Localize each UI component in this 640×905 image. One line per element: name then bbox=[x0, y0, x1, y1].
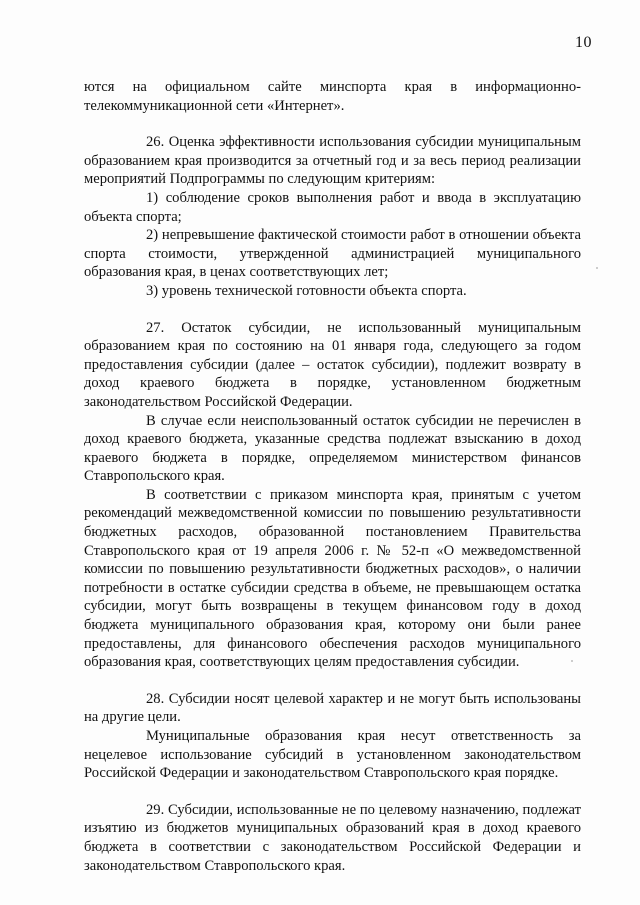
scan-speck bbox=[596, 267, 598, 269]
paragraph-27-part-3: В соответствии с приказом минспорта края, принятым с учетом рекомендаций межведомственной комиссии по повышению результативности бюджетных расходов, образованной постановлением Правительства Ставропольского края от 19 апреля 2006 г. № 52-п «О межведомственной комиссии по повышению результативности бюджетных расходов», о наличии потребности в остатке субсидии средства в объеме, не превышающем остатка субсидии, могут быть возвращены в текущем финансовом году в доход бюджета муниципального образования края, которому они были ранее предоставлены, для финансового обеспечения расходов муниципального образования края, соответствующих целям предоставления субсидии. bbox=[84, 486, 581, 671]
paragraph-28-part-2: Муниципальные образования края несут ответственность за нецелевое использование субсидий в установленном законодательством Российской Федерации и законодательством Ставропольского края порядке. bbox=[84, 728, 581, 782]
paragraph-continuation: ются на официальном сайте минспорта края в информационно-телекоммуникационной сети «Интернет». bbox=[84, 79, 581, 114]
document-body bbox=[84, 78, 581, 875]
scan-speck bbox=[571, 660, 573, 662]
paragraph-28: 28. Субсидии носят целевой характер и не могут быть использованы на другие цели. bbox=[84, 690, 581, 726]
criterion-1: 1) соблюдение сроков выполнения работ и ввода в эксплуатацию объекта спорта; bbox=[84, 189, 581, 225]
paragraph-27-part-2: В случае если неиспользованный остаток субсидии не перечислен в доход краевого бюджета, указанные средства подлежат взысканию в доход краевого бюджета в порядке, определяемом министерством финансов Ставропольского края. bbox=[84, 412, 581, 485]
paragraph-29: 29. Субсидии, использованные не по целевому назначению, подлежат изъятию из бюджетов муниципальных образований края в доход краевого бюджета в соответствии с законодательством Российской Федерации и законодательством Ставропольского края. bbox=[84, 801, 581, 874]
page-number: 10 bbox=[575, 34, 592, 51]
criterion-2: 2) непревышение фактической стоимости работ в отношении объекта спорта стоимости, утвержденной администрацией муниципального образования края, в ценах соответствующих лет; bbox=[84, 227, 581, 281]
criterion-3: 3) уровень технической готовности объекта спорта. bbox=[146, 282, 467, 299]
paragraph-26: 26. Оценка эффективности использования субсидии муниципальным образованием края производится за отчетный год и за весь период реализации мероприятий Подпрограммы по следующим критериям: bbox=[84, 134, 581, 188]
paragraph-27: 27. Остаток субсидии, не использованный муниципальным образованием края по состоянию на 01 января года, следующего за годом предоставления субсидии (далее – остаток субсидии), подлежит возврату в доход краевого бюджета в порядке, установленном бюджетным законодательством Российской Федерации. bbox=[84, 319, 581, 410]
